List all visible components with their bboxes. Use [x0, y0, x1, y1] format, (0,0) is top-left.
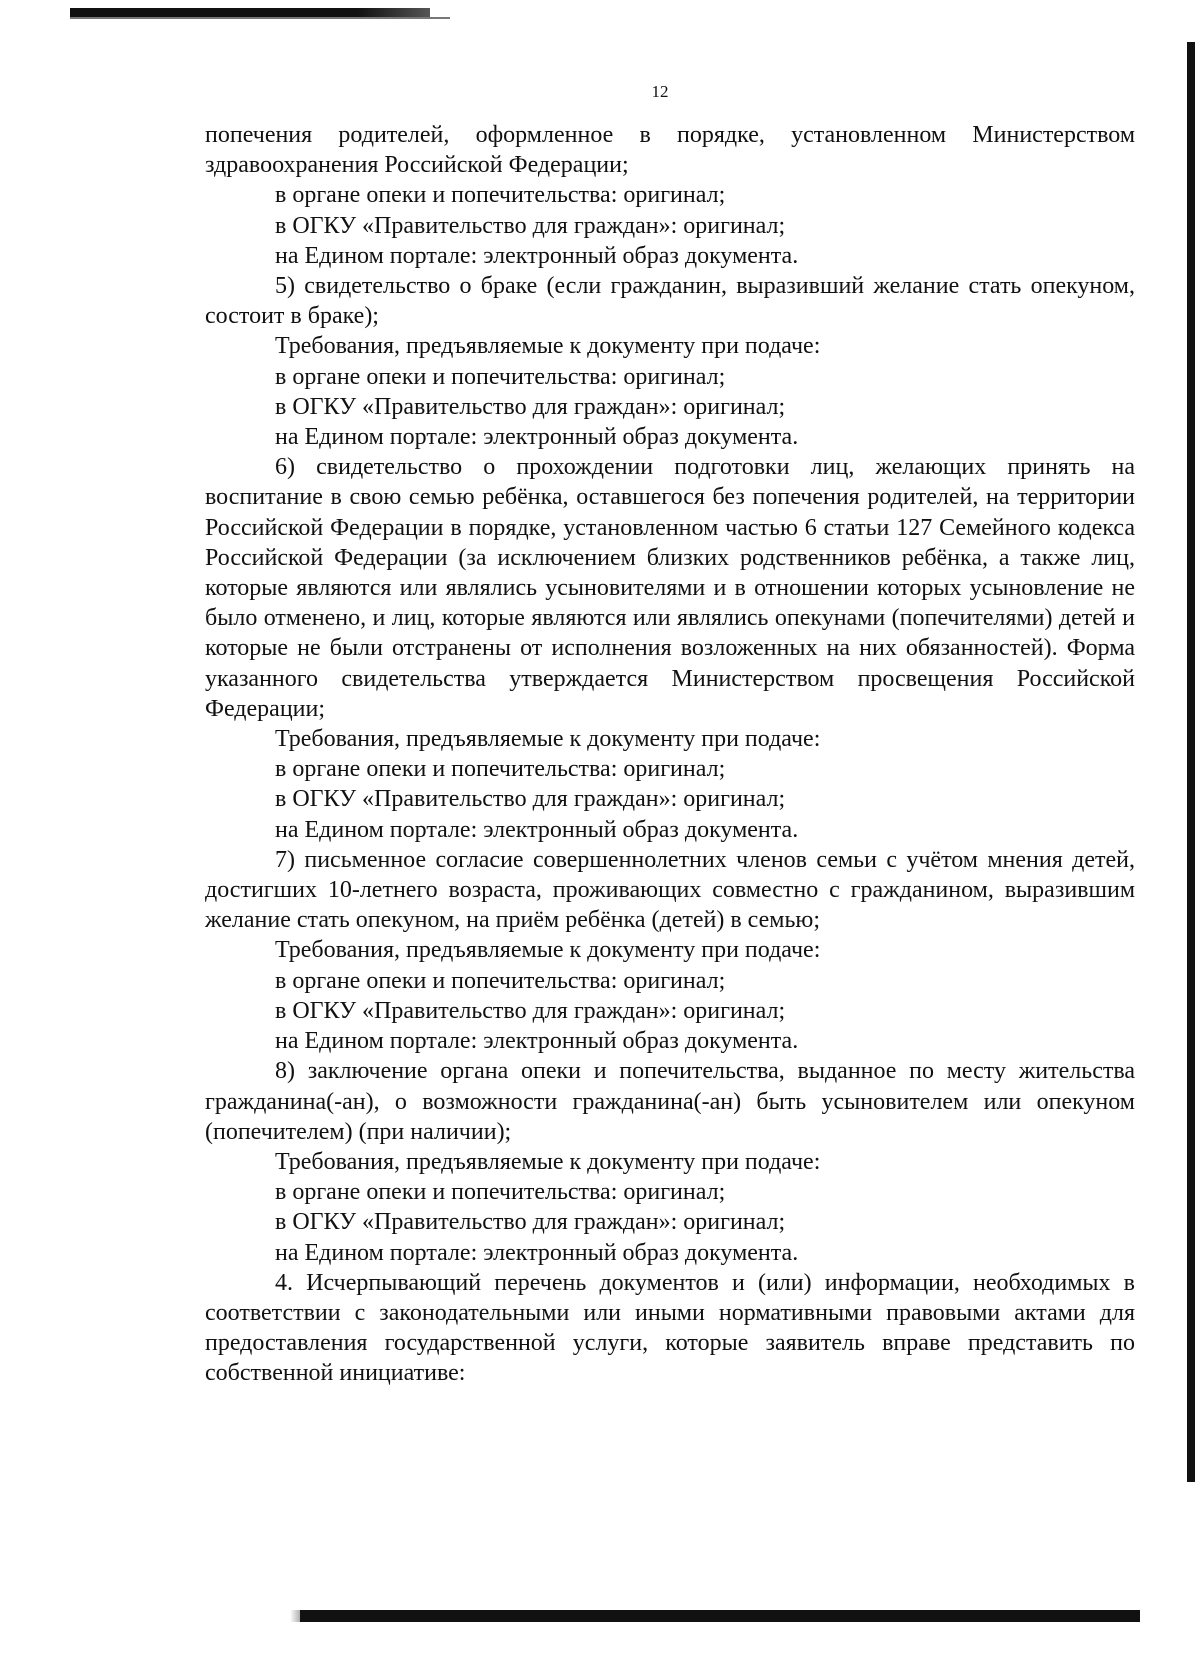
paragraph: 5) свидетельство о браке (если гражданин, выразивший желание стать опекуном, состоит в браке); — [205, 273, 1135, 330]
page-number: 12 — [651, 82, 669, 101]
paragraph: на Едином портале: электронный образ документа. — [275, 242, 799, 269]
scan-border-bottom — [300, 1610, 1140, 1622]
paragraph: на Едином портале: электронный образ документа. — [275, 1239, 799, 1266]
paragraph: в органе опеки и попечительства: оригинал; — [275, 756, 726, 783]
paragraph: на Едином портале: электронный образ документа. — [275, 816, 799, 843]
paragraph: на Едином портале: электронный образ документа. — [275, 424, 799, 451]
paragraph: в органе опеки и попечительства: оригинал; — [275, 1179, 726, 1206]
paragraph: в органе опеки и попечительства: оригинал; — [275, 363, 726, 390]
paragraph: 8) заключение органа опеки и попечительства, выданное по месту жительства гражданина(-ан), о возможности гражданина(-ан) быть усыновителем или опекуном (попечителем) (при наличии); — [205, 1058, 1135, 1145]
paragraph: Требования, предъявляемые к документу при подаче: — [275, 937, 821, 964]
paragraph: в органе опеки и попечительства: оригинал; — [275, 182, 726, 209]
scan-border-top-thin — [70, 17, 450, 19]
paragraph: 7) письменное согласие совершеннолетних членов семьи с учётом мнения детей, достигших 10-летнего возраста, проживающих совместно с гражданином, выразившим желание стать опекуном, на приём ребёнка (детей) в семью; — [205, 846, 1135, 934]
scan-border-right — [1187, 42, 1195, 1482]
paragraph: в ОГКУ «Правительство для граждан»: оригинал; — [275, 212, 786, 239]
paragraph: в ОГКУ «Правительство для граждан»: оригинал; — [275, 786, 786, 813]
paragraph: 4. Исчерпывающий перечень документов и (или) информации, необходимых в соответствии с законодательными или иными нормативными правовыми актами для предоставления государственной услуги, которые заявитель вправе представить по собственной инициативе: — [205, 1269, 1135, 1387]
paragraph: в ОГКУ «Правительство для граждан»: оригинал; — [275, 1209, 786, 1236]
paragraph: на Едином портале: электронный образ документа. — [275, 1028, 799, 1055]
paragraph: Требования, предъявляемые к документу при подаче: — [275, 726, 821, 753]
document-body — [205, 120, 1135, 1389]
paragraph: в ОГКУ «Правительство для граждан»: оригинал; — [275, 393, 786, 420]
paragraph: 6) свидетельство о прохождении подготовки лиц, желающих принять на воспитание в свою семью ребёнка, оставшегося без попечения родителей, на территории Российской Федерации в порядке, установленном частью 6 статьи 127 Семейного кодекса Российской Федерации (за исключением близких родственников ребёнка, а также лиц, которые являются или являлись усыновителями и в отношении которых усыновление не было отменено, и лиц, которые являются или являлись опекунами (попечителями) детей и которые не были отстранены от исполнения возложенных на них обязанностей). Форма указанного свидетельства утверждается Министерством просвещения Российской Федерации; — [205, 454, 1135, 722]
scan-border-top — [70, 8, 430, 17]
paragraph: Требования, предъявляемые к документу при подаче: — [275, 333, 821, 360]
paragraph: попечения родителей, оформленное в порядке, установленном Министерством здравоохранения Российской Федерации; — [205, 122, 1135, 179]
paragraph: Требования, предъявляемые к документу при подаче: — [275, 1148, 821, 1175]
paragraph: в органе опеки и попечительства: оригинал; — [275, 967, 726, 994]
paragraph: в ОГКУ «Правительство для граждан»: оригинал; — [275, 997, 786, 1024]
